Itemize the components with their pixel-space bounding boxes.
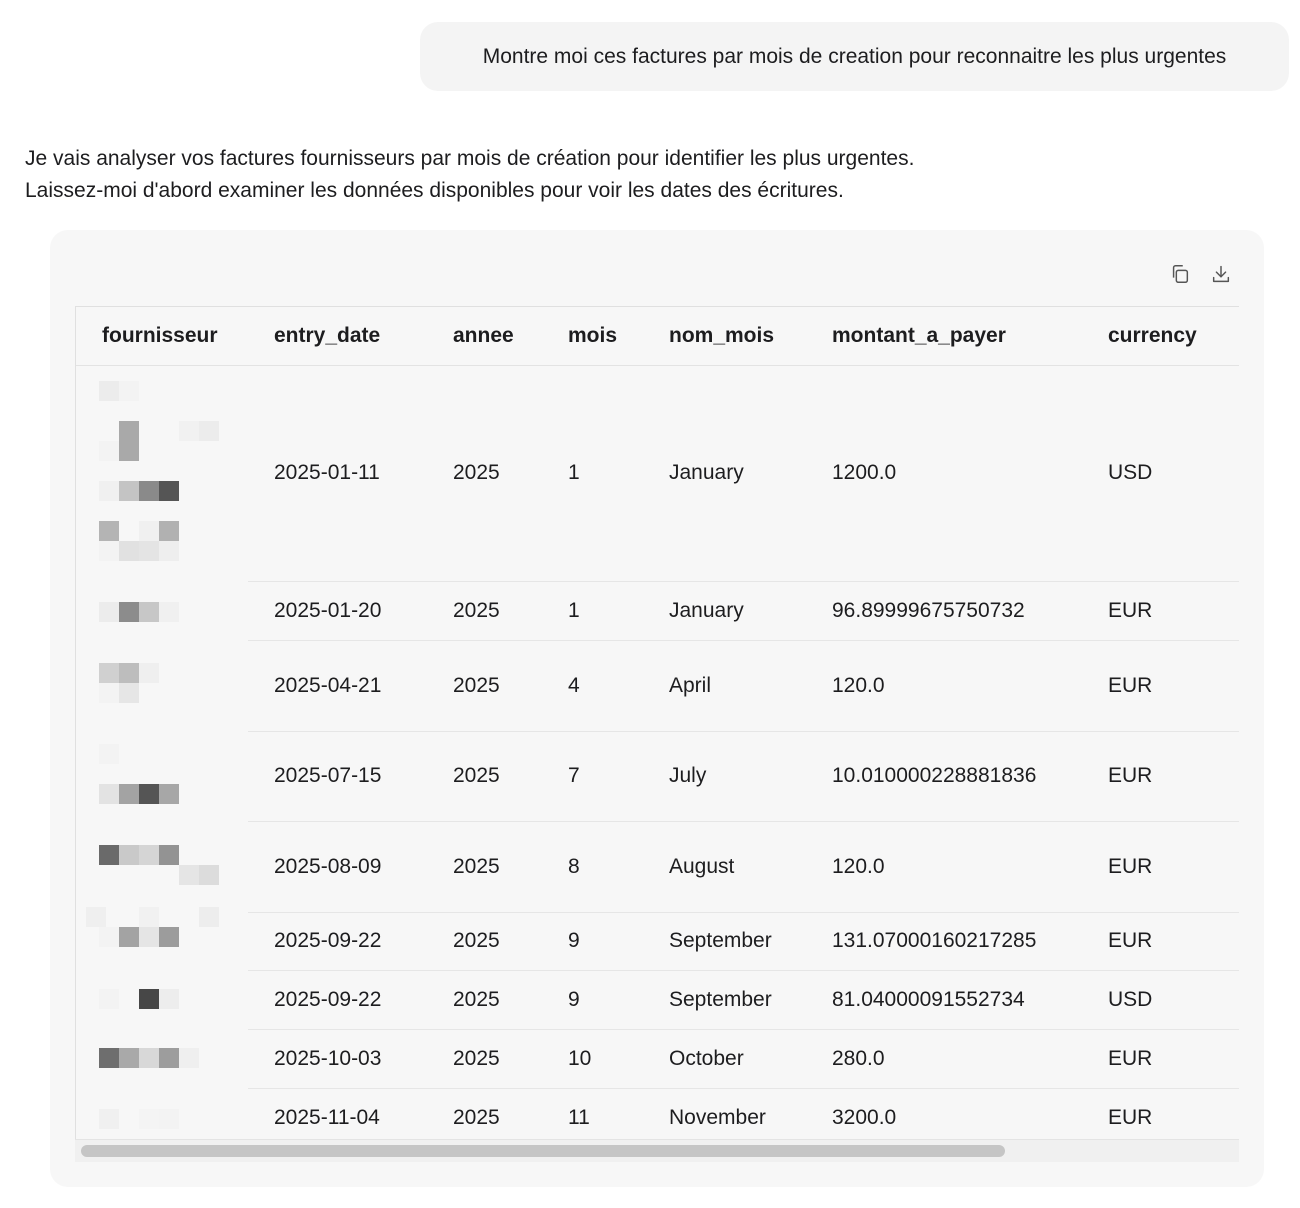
annee-cell: 2025 bbox=[427, 821, 542, 912]
nom-mois-cell: January bbox=[643, 581, 806, 640]
entry-date-cell: 2025-07-15 bbox=[248, 731, 427, 821]
currency-cell: EUR bbox=[1082, 821, 1239, 912]
entry-date-cell: 2025-08-09 bbox=[248, 821, 427, 912]
annee-cell: 2025 bbox=[427, 581, 542, 640]
table-row bbox=[76, 731, 1239, 821]
assistant-line-1: Je vais analyser vos factures fournisseurs par mois de création pour identifier les plus urgentes. bbox=[25, 147, 915, 170]
entry-date-cell: 2025-09-22 bbox=[248, 970, 427, 1029]
user-message-bubble bbox=[420, 22, 1289, 91]
column-header-nom-mois[interactable]: nom_mois bbox=[643, 307, 806, 365]
supplier-cell-redacted bbox=[76, 731, 248, 821]
annee-cell: 2025 bbox=[427, 1088, 542, 1147]
supplier-cell-redacted bbox=[76, 821, 248, 912]
mois-cell: 1 bbox=[542, 365, 643, 581]
nom-mois-cell: January bbox=[643, 365, 806, 581]
montant-cell: 120.0 bbox=[806, 640, 1082, 731]
entry-date-cell: 2025-01-20 bbox=[248, 581, 427, 640]
mois-cell: 10 bbox=[542, 1029, 643, 1088]
entry-date-cell: 2025-04-21 bbox=[248, 640, 427, 731]
currency-cell: USD bbox=[1082, 970, 1239, 1029]
montant-cell: 1200.0 bbox=[806, 365, 1082, 581]
annee-cell: 2025 bbox=[427, 640, 542, 731]
nom-mois-cell: November bbox=[643, 1088, 806, 1147]
nom-mois-cell: August bbox=[643, 821, 806, 912]
table-row bbox=[76, 365, 1239, 581]
montant-cell: 280.0 bbox=[806, 1029, 1082, 1088]
column-header-fournisseur[interactable]: fournisseur bbox=[76, 307, 248, 365]
nom-mois-cell: September bbox=[643, 912, 806, 970]
mois-cell: 9 bbox=[542, 912, 643, 970]
mois-cell: 11 bbox=[542, 1088, 643, 1147]
entry-date-cell: 2025-01-11 bbox=[248, 365, 427, 581]
montant-cell: 3200.0 bbox=[806, 1088, 1082, 1147]
montant-cell: 10.010000228881836 bbox=[806, 731, 1082, 821]
annee-cell: 2025 bbox=[427, 365, 542, 581]
table-row bbox=[76, 970, 1239, 1029]
annee-cell: 2025 bbox=[427, 970, 542, 1029]
nom-mois-cell: April bbox=[643, 640, 806, 731]
table-row bbox=[76, 821, 1239, 912]
download-icon[interactable] bbox=[1209, 262, 1233, 286]
entry-date-cell: 2025-11-04 bbox=[248, 1088, 427, 1147]
supplier-cell-redacted bbox=[76, 970, 248, 1029]
supplier-cell-redacted bbox=[76, 581, 248, 640]
montant-cell: 131.07000160217285 bbox=[806, 912, 1082, 970]
annee-cell: 2025 bbox=[427, 912, 542, 970]
annee-cell: 2025 bbox=[427, 1029, 542, 1088]
montant-cell: 81.04000091552734 bbox=[806, 970, 1082, 1029]
horizontal-scrollbar[interactable] bbox=[75, 1139, 1239, 1162]
currency-cell: EUR bbox=[1082, 1088, 1239, 1147]
mois-cell: 7 bbox=[542, 731, 643, 821]
entry-date-cell: 2025-10-03 bbox=[248, 1029, 427, 1088]
table-row bbox=[76, 581, 1239, 640]
mois-cell: 9 bbox=[542, 970, 643, 1029]
scrollbar-thumb[interactable] bbox=[81, 1145, 1005, 1157]
column-header-currency[interactable]: currency bbox=[1082, 307, 1239, 365]
currency-cell: EUR bbox=[1082, 912, 1239, 970]
nom-mois-cell: October bbox=[643, 1029, 806, 1088]
invoices-table bbox=[76, 307, 1239, 1148]
column-header-montant[interactable]: montant_a_payer bbox=[806, 307, 1082, 365]
nom-mois-cell: September bbox=[643, 970, 806, 1029]
montant-cell: 96.89999675750732 bbox=[806, 581, 1082, 640]
column-header-annee[interactable]: annee bbox=[427, 307, 542, 365]
currency-cell: EUR bbox=[1082, 1029, 1239, 1088]
currency-cell: EUR bbox=[1082, 640, 1239, 731]
mois-cell: 8 bbox=[542, 821, 643, 912]
column-header-entry-date[interactable]: entry_date bbox=[248, 307, 427, 365]
data-table-container[interactable] bbox=[75, 306, 1239, 1162]
assistant-message bbox=[25, 143, 914, 207]
entry-date-cell: 2025-09-22 bbox=[248, 912, 427, 970]
annee-cell: 2025 bbox=[427, 731, 542, 821]
column-header-mois[interactable]: mois bbox=[542, 307, 643, 365]
copy-icon[interactable] bbox=[1168, 262, 1192, 286]
supplier-cell-redacted bbox=[76, 365, 248, 581]
table-row bbox=[76, 640, 1239, 731]
table-row bbox=[76, 1029, 1239, 1088]
table-row bbox=[76, 912, 1239, 970]
currency-cell: EUR bbox=[1082, 731, 1239, 821]
currency-cell: EUR bbox=[1082, 581, 1239, 640]
currency-cell: USD bbox=[1082, 365, 1239, 581]
montant-cell: 120.0 bbox=[806, 821, 1082, 912]
nom-mois-cell: July bbox=[643, 731, 806, 821]
supplier-cell-redacted bbox=[76, 640, 248, 731]
mois-cell: 1 bbox=[542, 581, 643, 640]
supplier-cell-redacted bbox=[76, 912, 248, 970]
user-message-text: Montre moi ces factures par mois de creation pour reconnaitre les plus urgentes bbox=[482, 44, 1227, 68]
assistant-line-2: Laissez-moi d'abord examiner les données disponibles pour voir les dates des écritures. bbox=[25, 179, 844, 202]
mois-cell: 4 bbox=[542, 640, 643, 731]
table-header-row bbox=[76, 307, 1239, 365]
supplier-cell-redacted bbox=[76, 1029, 248, 1088]
